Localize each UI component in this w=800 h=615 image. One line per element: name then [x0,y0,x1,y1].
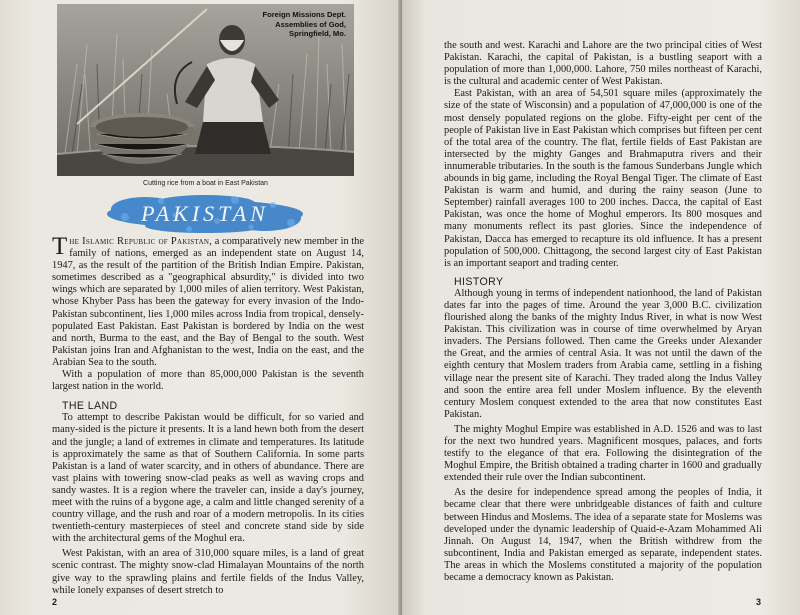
population-paragraph: With a population of more than 85,000,000 Pakistan is the seventh largest nation in the world. [52,369,364,393]
drop-cap: T [52,233,68,260]
right-page [402,0,800,615]
left-column [52,233,364,597]
photo-credit [256,10,346,39]
credit-line: Assemblies of God, [275,19,346,29]
history-paragraph-1: Although young in terms of independent nationhood, the land of Pakistan dates far into the pages of time. Around the year 3,000 B.C. civilization flourished along the banks of the mighty Indus River, in what is now West Pakistan. This civilization was in course of time overwhelmed by Aryan invaders. The Persians followed. Then came the Greeks under Alexander the Great, and the armies of central Asia. It was not until the dawn of the eighth century that Moslem traders from Arabia came, settling in a fishing village near the present site of Karachi. They traded along the Indus Valley and soon the entire area fell under Moslem influence. By the eleventh century Moslem conquest extended to the area that now constitutes East Pakistan. [444,287,762,420]
history-paragraph-2: The mighty Moghul Empire was established in A.D. 1526 and was to last for the next two hundred years. Magnificent mosques, palaces, and forts testify to the elegance of that era. Following the disintegration of the Moghul Empire, the British obtained a trading charter in 1600 and gradually extended their rule over the Indian subcontinent. [444,423,762,484]
right-column [444,40,762,584]
credit-line: Springfield, Mo. [289,29,346,38]
photo-caption: Cutting rice from a boat in East Pakistan [143,180,268,187]
land-paragraph-2: West Pakistan, with an area of 310,000 square miles, is a land of great scenic contrast. The mighty snow-clad Himalayan Mountains of the north give way to the sprawling plains and fertile fields of the Indus Valley, while lonely expanses of desert stretch to [52,548,364,596]
intro-text: a comparatively new member in the family of nations, emerged as an independent state on August 14, 1947, as the result of the partition of the British Indian Empire. Pakistan, sometimes described as a "geographical absurdity," is divided into two wings which are separated by 1,000 miles of alien territory. West Pakistan, whose Khyber Pass has been the gateway for every invasion of the Indo-Pakistan subcontinent, lies 1,000 miles across India from tropical, densely-populated East Pakistan. East Pakistan is bordered by India on the west and north, Burma to the east, and the Bay of Bengal to the south. West Pakistan joins Iran and Afghanistan to the west, India on the east, and the Arabian Sea to the south. [52,236,364,368]
section-heading-land: THE LAND [62,400,118,413]
land-paragraph-1: To attempt to describe Pakistan would be difficult, for so varied and many-sided is the picture it presents. It is a land hewn both from the desert and the jungle; a land of extremes in climate and temperatures. Its latitude is approximately the same as that of Southern California. In some parts Pakistan is a land of water scarcity, and in others of abundance. There are vast plains with towering snow-clad peaks as well as waving crops and sandy wastes. It is a region where the traveler can, inside a day's journey, meet with the ruins of a bygone age, a calm and little changed serenity of a country village, and the rush and roar of a modern metropolis. In its cities twentieth-century masterpieces of steel and concrete stand side by side with the architectural gems of the Moghul era. [52,412,364,545]
rice-harvest-photo [57,4,354,176]
page-number-right: 3 [756,597,762,607]
banner-title: PAKISTAN [141,201,269,226]
cities-paragraph: the south and west. Karachi and Lahore are the two principal cities of West Pakistan. Karachi, the capital of Pakistan, is a bustling seaport with a population of more than 1,000,000. Lahore, 750 miles northeast of Karachi, is the cultural and academic center of West Pakistan. [444,40,762,88]
intro-paragraph [52,233,364,369]
east-pakistan-paragraph: East Pakistan, with an area of 54,501 square miles (approximately the size of the state of Wisconsin) and a population of 47,000,000 is one of the most densely populated regions on the globe. Fifty-eight per cent of the people of Pakistan live in East Pakistan which comprises but fifteen per cent of the total area of the country. The flat, fertile fields of East Pakistan are intersected by the mighty Ganges and Brahmaputra rivers and their innumerable tributaries. In the south is the famous Sunderbans Jungle which abounds in big game, including the Royal Bengal Tiger. The climate of East Pakistan is warm and humid, and during the rainy season (June to September) rainfall averages 100 to 200 inches. Dacca, the capital of East Pakistan, was once the home of Moghul emperors. Its 800 mosques and many monuments reflect its past glories. Since the independence of Pakistan, Dacca has emerged to recapture its old influence. It has a present population of 500,000. Chittagong, the second largest city of East Pakistan is an important seaport and trading center. [444,88,762,269]
intro-smallcaps: he Islamic Republic of Pakistan, [69,236,213,247]
pakistan-banner [105,193,305,235]
credit-line: Foreign Missions Dept. [262,10,346,19]
section-heading-history: HISTORY [454,275,504,288]
page-number-left: 2 [52,597,58,607]
history-paragraph-3: As the desire for independence spread among the peoples of India, it became clear that there were unbridgeable distances of faith and culture between Hindus and Moslems. The idea of a separate state for Moslems was developed under the dynamic leadership of Quaid-e-Azam Mohammed Ali Jinnah. On August 14, 1947, when the British withdrew from the subcontinent, India and Pakistan emerged as separate, independent states. The areas in which the Moslems constituted a majority of the population became a democracy known as Pakistan. [444,487,762,584]
